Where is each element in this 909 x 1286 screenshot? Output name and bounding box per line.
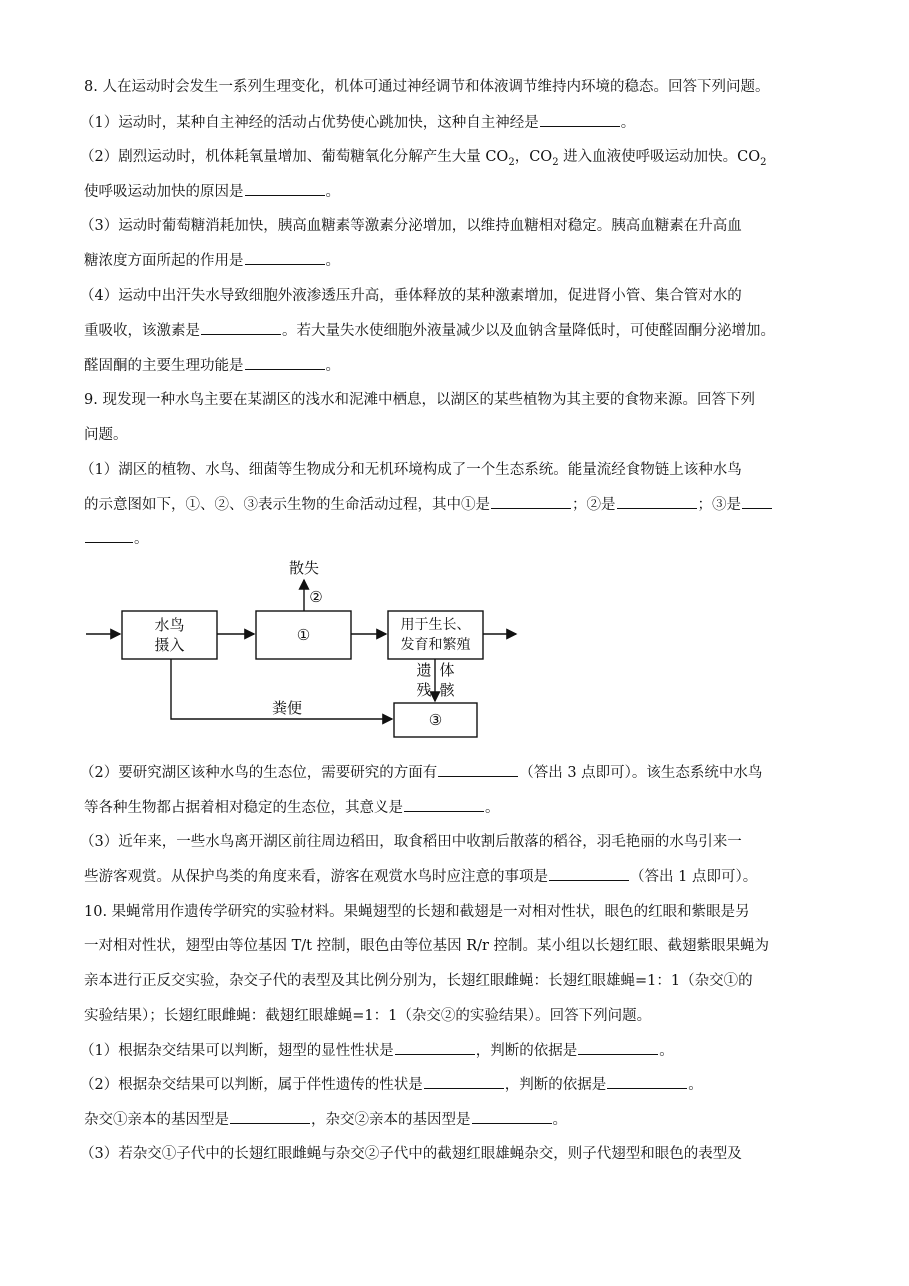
q10-part2-text: ，杂交②亲本的基因型是	[311, 1112, 471, 1128]
q8-part2-line1	[80, 146, 849, 168]
answer-blank[interactable]	[607, 1074, 687, 1089]
q10-part1-text: （1）根据杂交结果可以判断，翅型的显性性状是	[80, 1043, 394, 1059]
answer-blank[interactable]	[491, 494, 571, 509]
q10-part2-text: 杂交①亲本的基因型是	[84, 1112, 229, 1128]
q9-part2-text: （答出 3 点即可）。该生态系统中水鸟	[519, 765, 763, 781]
q9-part1-line1: （1）湖区的植物、水鸟、细菌等生物成分和无机环境构成了一个生态系统。能量流经食物链上该种水鸟	[80, 462, 742, 478]
punct: 。	[325, 184, 340, 200]
punct: 。	[325, 253, 340, 269]
q9-part1-text: ；③是	[697, 497, 741, 513]
q9-part1-text: ；②是	[572, 497, 616, 513]
subscript: 2	[760, 156, 767, 168]
q9-part3-line2	[84, 866, 849, 888]
q8-part3-line2	[84, 250, 849, 272]
q8-part3-text: 糖浓度方面所起的作用是	[84, 253, 244, 269]
q10-stem-line3: 亲本进行正反交实验，杂交子代的表型及其比例分别为，长翅红眼雌蝇：长翅红眼雄蝇=1：1（杂交①的	[84, 973, 753, 989]
energy-flow-diagram	[84, 556, 524, 746]
q9-part2-text: 等各种生物都占据着相对稳定的生态位，其意义是	[84, 800, 403, 816]
punct: 。	[552, 1112, 567, 1128]
box-growth-label: 用于生长、 发育和繁殖	[400, 617, 471, 653]
answer-blank[interactable]	[549, 866, 629, 881]
answer-blank[interactable]	[424, 1074, 504, 1089]
q8-part2-text: 进入血液使呼吸运动加快。CO	[558, 149, 761, 165]
q9-part2-text: （2）要研究湖区该种水鸟的生态位，需要研究的方面有	[80, 765, 438, 781]
q8-part4-line3	[84, 355, 849, 377]
label-feces: 粪便	[271, 699, 302, 717]
q10-part2-text: ，判断的依据是	[504, 1077, 607, 1093]
punct: 。	[325, 358, 340, 374]
q8-part3-line1: （3）运动时葡萄糖消耗加快，胰高血糖素等激素分泌增加，以维持血糖相对稳定。胰高血糖素在升高血	[80, 218, 742, 234]
answer-blank[interactable]	[540, 112, 620, 127]
q8-part2-line2	[84, 181, 849, 203]
q8-part1-text: （1）运动时，某种自主神经的活动占优势使心跳加快，这种自主神经是	[80, 115, 539, 131]
answer-blank[interactable]	[85, 528, 133, 543]
punct: 。	[134, 531, 149, 547]
punct: 。	[659, 1043, 674, 1059]
q8-part4-text: 重吸收，该激素是	[84, 323, 200, 339]
label-remains: 遗 残	[416, 661, 432, 699]
label-body: 体 骸	[439, 661, 455, 699]
q10-stem-line2: 一对相对性状，翅型由等位基因 T/t 控制，眼色由等位基因 R/r 控制。某小组以长翅红眼、截翅紫眼果蝇为	[84, 938, 770, 954]
answer-blank[interactable]	[245, 250, 325, 265]
q8-part2-text: ，CO	[514, 149, 553, 165]
answer-blank[interactable]	[404, 797, 484, 812]
label-2: ②	[309, 588, 323, 606]
q8-part4-line1: （4）运动中出汗失水导致细胞外液渗透压升高，垂体释放的某种激素增加，促进肾小管、集合管对水的	[80, 288, 742, 304]
q10-part2-text: （2）根据杂交结果可以判断，属于伴性遗传的性状是	[80, 1077, 423, 1093]
answer-blank[interactable]	[472, 1109, 552, 1124]
q8-stem: 8. 人在运动时会发生一系列生理变化，机体可通过神经调节和体液调节维持内环境的稳态。回答下列问题。	[84, 79, 770, 95]
q9-stem-line2: 问题。	[84, 427, 128, 443]
answer-blank[interactable]	[742, 494, 772, 509]
subscript: 2	[508, 156, 515, 168]
q9-part3-text: （答出 1 点即可）。	[630, 869, 758, 885]
answer-blank[interactable]	[395, 1040, 475, 1055]
answer-blank[interactable]	[201, 320, 281, 335]
q8-part4-text: 。若大量失水使细胞外液量减少以及血钠含量降低时，可使醛固酮分泌增加。	[282, 323, 775, 339]
answer-blank[interactable]	[578, 1040, 658, 1055]
q9-part2-line1	[80, 762, 849, 784]
q10-part1-text: ，判断的依据是	[475, 1043, 578, 1059]
answer-blank[interactable]	[245, 181, 325, 196]
q9-part2-line2	[84, 797, 849, 819]
answer-blank[interactable]	[617, 494, 697, 509]
answer-blank[interactable]	[230, 1109, 310, 1124]
q8-part2-text: （2）剧烈运动时，机体耗氧量增加、葡萄糖氧化分解产生大量 CO	[80, 149, 509, 165]
q10-part1	[80, 1040, 849, 1062]
q8-part1	[80, 112, 849, 134]
q10-stem-line1: 10. 果蝇常用作遗传学研究的实验材料。果蝇翅型的长翅和截翅是一对相对性状，眼色的红眼和紫眼是另	[84, 904, 750, 920]
subscript: 2	[552, 156, 559, 168]
label-loss: 散失	[288, 559, 319, 577]
q9-stem-line1: 9. 现发现一种水鸟主要在某湖区的浅水和泥滩中栖息，以湖区的某些植物为其主要的食物来源。回答下列	[84, 392, 755, 408]
q9-part3-text: 些游客观赏。从保护鸟类的角度来看，游客在观赏水鸟时应注意的事项是	[84, 869, 548, 885]
q9-part1-text: 的示意图如下，①、②、③表示生物的生命活动过程，其中①是	[84, 497, 490, 513]
q8-part4-line2	[84, 320, 849, 342]
punct: 。	[688, 1077, 703, 1093]
answer-blank[interactable]	[245, 355, 325, 370]
answer-blank[interactable]	[438, 762, 518, 777]
q10-part2-line1	[80, 1074, 849, 1096]
q9-part1-line2	[84, 494, 849, 516]
q8-part2-text: 使呼吸运动加快的原因是	[84, 184, 244, 200]
box-1-label: ①	[296, 626, 311, 644]
box-intake-label: 水鸟 摄入	[154, 616, 185, 654]
q8-part4-text: 醛固酮的主要生理功能是	[84, 358, 244, 374]
q10-part2-line2	[84, 1109, 849, 1131]
q9-part1-line3	[84, 528, 849, 550]
q10-part3: （3）若杂交①子代中的长翅红眼雌蝇与杂交②子代中的截翅红眼雄蝇杂交，则子代翅型和眼色的表型及	[80, 1146, 742, 1162]
punct: 。	[485, 800, 500, 816]
q9-part3-line1: （3）近年来，一些水鸟离开湖区前往周边稻田，取食稻田中收割后散落的稻谷，羽毛艳丽的水鸟引来一	[80, 834, 742, 850]
punct: 。	[620, 115, 636, 131]
q10-stem-line4: 实验结果）；长翅红眼雌蝇：截翅红眼雄蝇=1：1（杂交②的实验结果）。回答下列问题。	[84, 1008, 652, 1024]
box-3-label: ③	[428, 711, 443, 729]
